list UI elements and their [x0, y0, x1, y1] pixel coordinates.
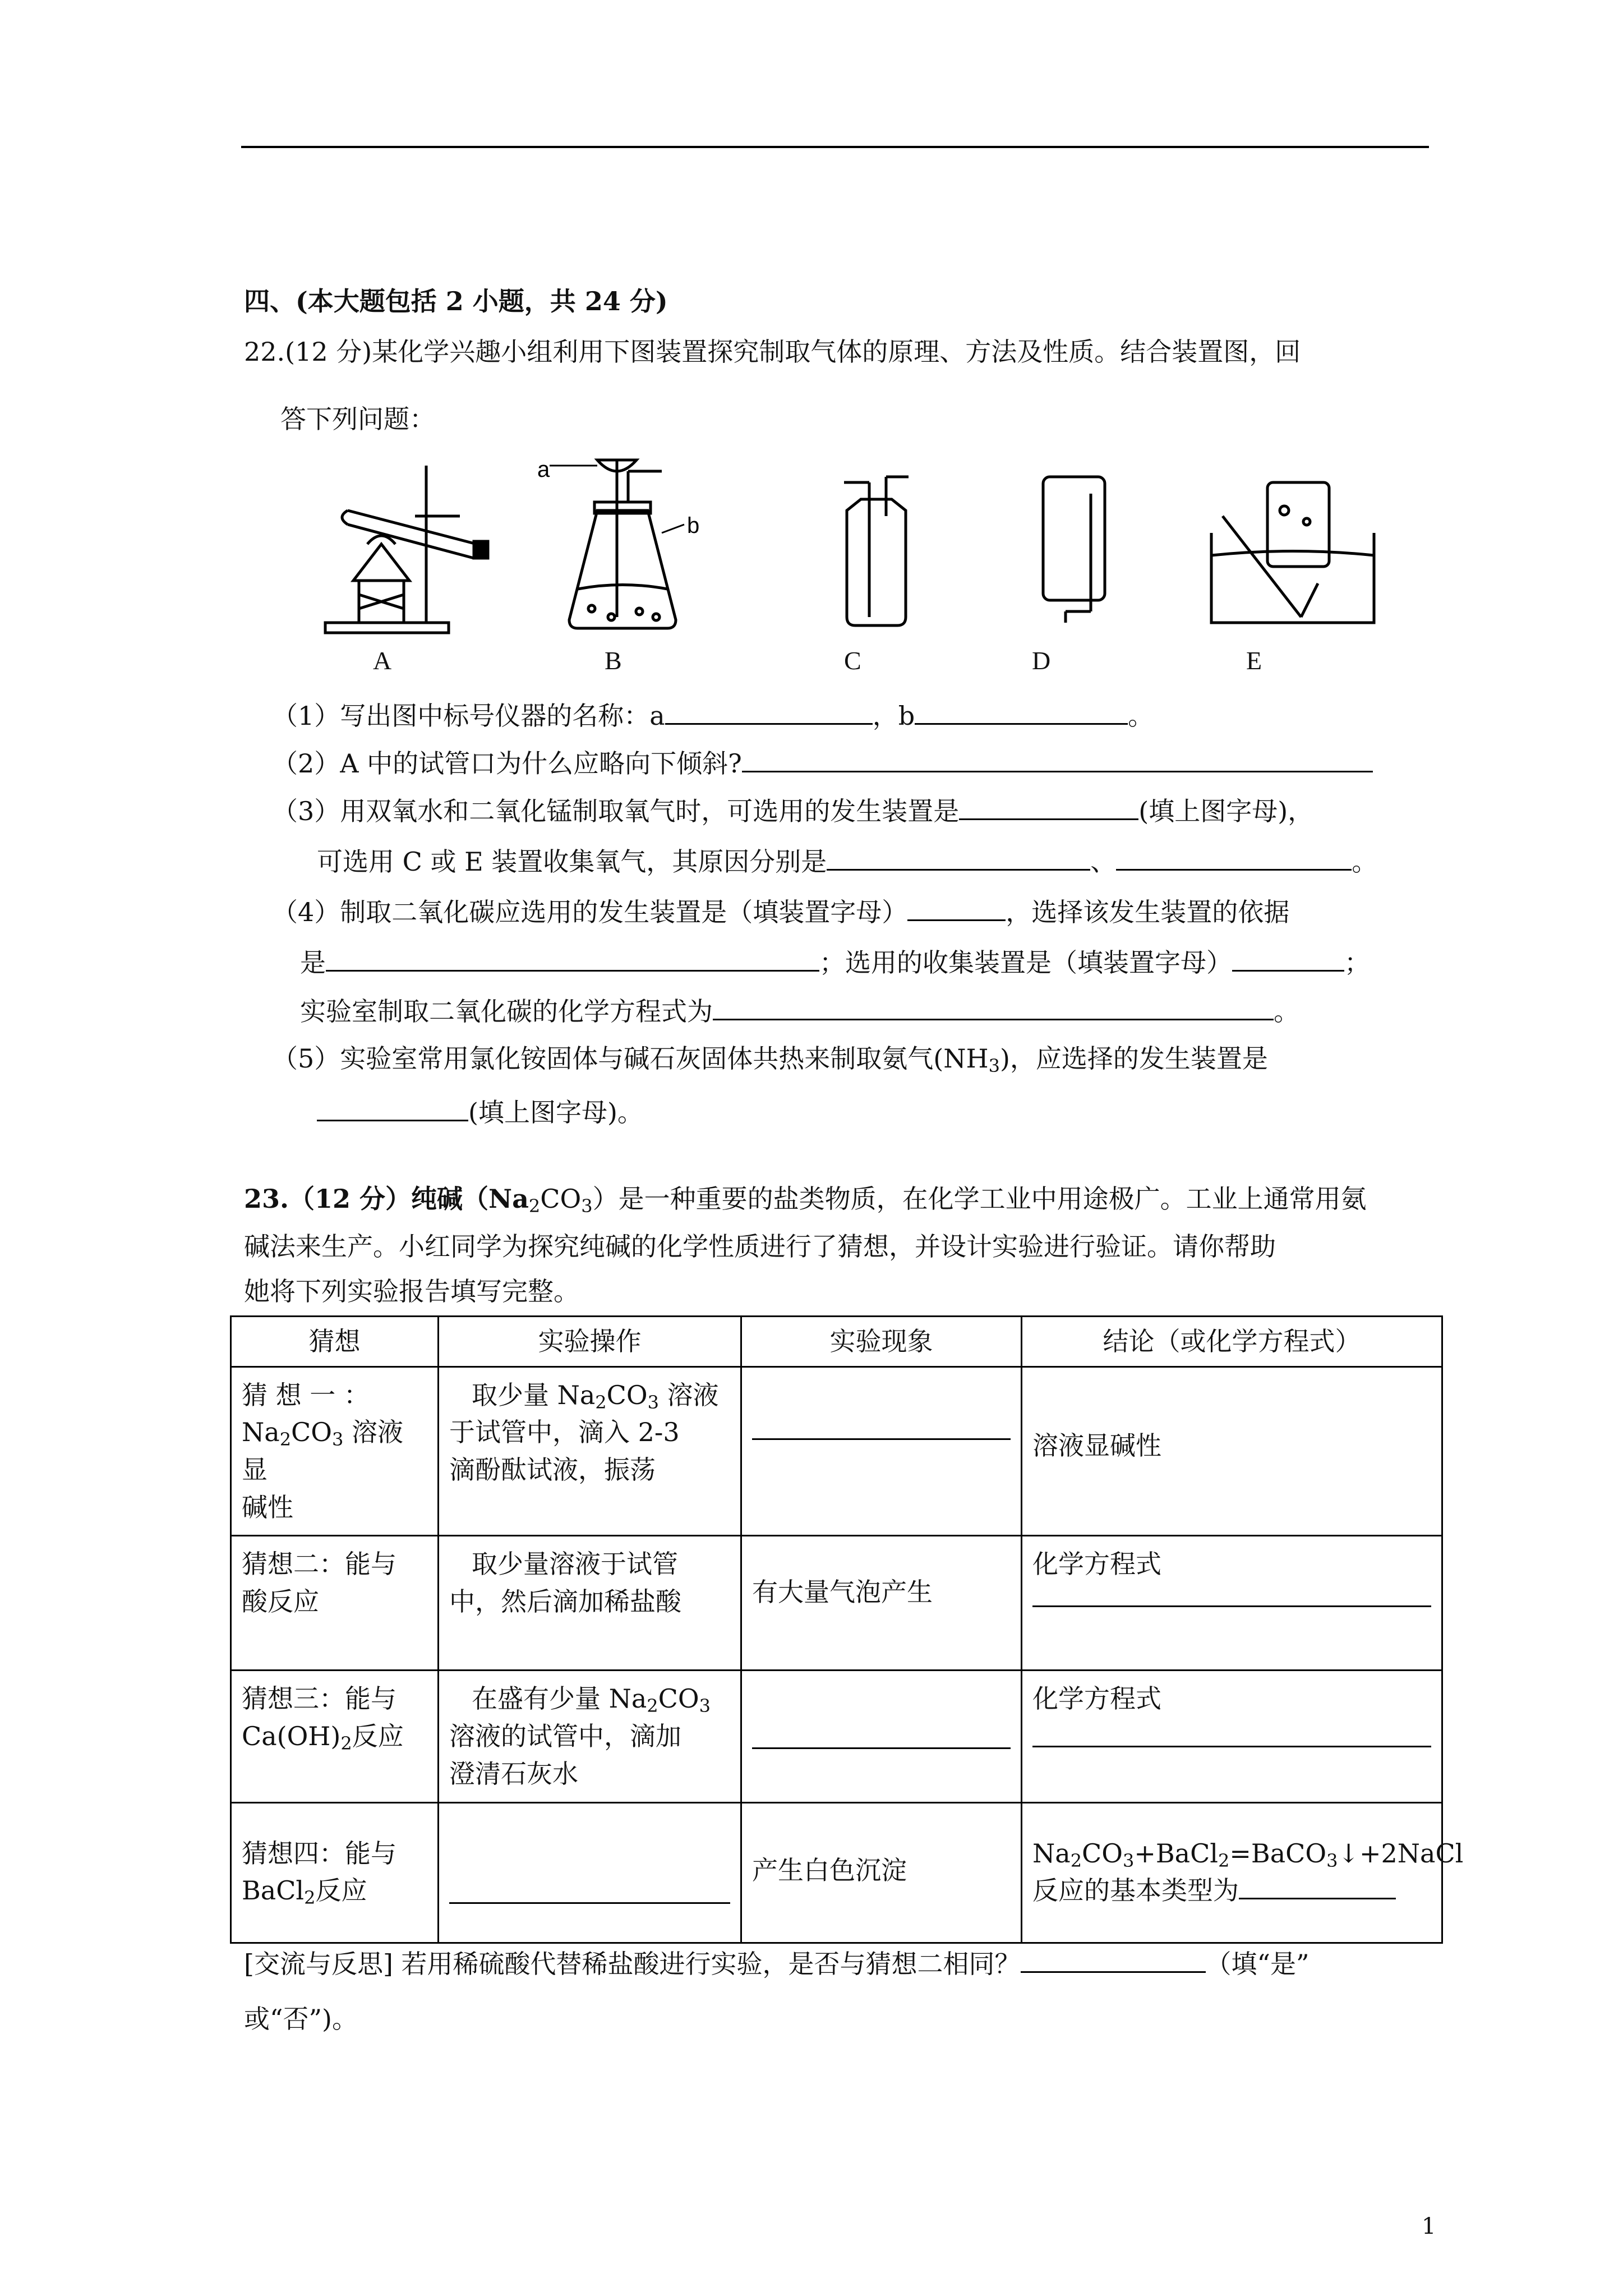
- r3-conclusion: 化学方程式: [1022, 1671, 1442, 1802]
- answer-blank-reason-c[interactable]: [827, 844, 1090, 871]
- table-row: [231, 1536, 1442, 1671]
- section-heading: 四、(本大题包括 2 小题，共 24 分): [244, 286, 668, 316]
- fig-label-d: D: [1032, 646, 1051, 675]
- fig-label-b: B: [605, 646, 622, 675]
- answer-blank-tilt[interactable]: [742, 746, 1373, 772]
- answer-blank-reaction-type[interactable]: [1239, 1873, 1396, 1899]
- reflection-line1: [交流与反思] 若用稀硫酸代替稀盐酸进行实验，是否与猜想二相同？ （填“是”: [244, 1947, 1310, 1980]
- answer-blank-reason-e[interactable]: [1116, 844, 1352, 871]
- header-conclusion: 结论（或化学方程式）: [1022, 1317, 1442, 1367]
- apparatus-b: [550, 460, 684, 628]
- header-rule: [241, 146, 1429, 148]
- answer-blank-r1-phenomenon[interactable]: [752, 1433, 1011, 1440]
- answer-blank-co2-collector[interactable]: [1232, 945, 1344, 972]
- answer-blank-basis[interactable]: [326, 945, 819, 972]
- label-b-mark: b: [687, 513, 700, 538]
- label-a-mark: a: [537, 457, 550, 482]
- r1-phenomenon: [741, 1366, 1022, 1536]
- r4-phenomenon: 产生白色沉淀: [741, 1802, 1022, 1943]
- q22-p3-line2: 可选用 C 或 E 装置收集氧气，其原因分别是 、 。: [317, 844, 1377, 877]
- table-row: [231, 1802, 1442, 1943]
- answer-blank-b[interactable]: [915, 698, 1128, 725]
- q22-p4-line2: 是 ；选用的收集装置是（填装置字母） ；: [300, 945, 1370, 978]
- q22-p3-line1: （3）用双氧水和二氧化锰制取氧气时，可选用的发生装置是 (填上图字母)，: [272, 794, 1313, 827]
- answer-blank-co2-equation[interactable]: [713, 994, 1274, 1020]
- r2-operation: 取少量溶液于试管 中，然后滴加稀盐酸: [439, 1536, 741, 1671]
- q22-p4-line1: （4）制取二氧化碳应选用的发生装置是（填装置字母） ，选择该发生装置的依据: [272, 895, 1289, 928]
- header-guess: 猜想: [231, 1317, 439, 1367]
- answer-blank-r3-phenomenon[interactable]: [752, 1742, 1011, 1749]
- q22-p5-line1: （5）实验室常用氯化铵固体与碱石灰固体共热来制取氨气$(NH_3)$，应选择的发生装置是: [272, 1043, 1268, 1076]
- header-operation: 实验操作: [439, 1317, 741, 1367]
- fig-label-e: E: [1246, 646, 1262, 675]
- r4-conclusion: $Na_2CO_3+BaCl_2=BaCO_3↓+2NaCl$ 反应的基本类型为: [1022, 1802, 1442, 1943]
- page-number: 1: [1422, 2214, 1436, 2239]
- q23-intro-line3: 她将下列实验报告填写完整。: [244, 1276, 579, 1306]
- q22-intro-line1: 22.(12 分)某化学兴趣小组利用下图装置探究制取气体的原理、方法及性质。结合装置图，回: [244, 337, 1301, 367]
- apparatus-a: [325, 466, 488, 633]
- r1-conclusion: 溶液显碱性: [1022, 1366, 1442, 1536]
- r2-phenomenon: 有大量气泡产生: [741, 1536, 1022, 1671]
- answer-blank-a[interactable]: [665, 698, 873, 725]
- q23-intro-line2: 碱法来生产。小红同学为探究纯碱的化学性质进行了猜想，并设计实验进行验证。请你帮助: [244, 1231, 1276, 1262]
- r3-phenomenon: [741, 1671, 1022, 1802]
- r2-guess: 猜想二：能与 酸反应: [231, 1536, 439, 1671]
- answer-blank-r3-equation[interactable]: [1032, 1740, 1431, 1747]
- answer-blank-r2-equation[interactable]: [1032, 1600, 1431, 1607]
- table-header-row: [231, 1317, 1442, 1367]
- q22-p1: （1）写出图中标号仪器的名称：a ，b 。: [272, 698, 1154, 731]
- answer-blank-nh3-generator[interactable]: [317, 1095, 468, 1121]
- r3-operation: 在盛有少量 $Na_2CO_3$ 溶液的试管中，滴加 澄清石灰水: [439, 1671, 741, 1802]
- apparatus-figure: [314, 449, 1380, 639]
- apparatus-d: [1043, 477, 1105, 623]
- experiment-report-table: [230, 1315, 1464, 1944]
- answer-blank-reflection[interactable]: [1021, 1947, 1206, 1973]
- q23-intro-line1: 23.（12 分）纯碱$(Na_2CO_3)$是一种重要的盐类物质，在化学工业中用途极广。工业上通常用氨: [244, 1184, 1367, 1217]
- table-row: [231, 1366, 1442, 1536]
- r3-guess: 猜想三：能与 $Ca(OH)_2$反应: [231, 1671, 439, 1802]
- apparatus-e: [1211, 482, 1374, 623]
- q22-p4-line3: 实验室制取二氧化碳的化学方程式为 。: [300, 994, 1299, 1027]
- r4-guess: 猜想四：能与 BaCl$_2$反应: [231, 1802, 439, 1943]
- q22-p5-line2: (填上图字母)。: [317, 1095, 643, 1128]
- answer-blank-r4-operation[interactable]: [449, 1897, 730, 1904]
- fig-label-a: A: [373, 646, 392, 675]
- answer-blank-co2-generator[interactable]: [907, 895, 1006, 921]
- q22-p2: （2）A 中的试管口为什么应略向下倾斜?: [272, 746, 1373, 779]
- r1-operation: 取少量 $Na_2CO_3$ 溶液 于试管中，滴入 2-3 滴酚酞试液，振荡: [439, 1366, 741, 1536]
- q22-intro-line2: 答下列问题：: [280, 404, 435, 434]
- table-row: [231, 1671, 1442, 1802]
- header-phenomenon: 实验现象: [741, 1317, 1022, 1367]
- apparatus-c: [844, 477, 909, 625]
- r4-operation: [439, 1802, 741, 1943]
- r2-conclusion: 化学方程式: [1022, 1536, 1442, 1671]
- reflection-line2: 或“否”)。: [244, 2004, 358, 2034]
- fig-label-c: C: [844, 646, 861, 675]
- r1-guess: 猜 想 一 ： $Na_2CO_3$ 溶液显 碱性: [231, 1366, 439, 1536]
- answer-blank-o2-generator[interactable]: [959, 794, 1138, 820]
